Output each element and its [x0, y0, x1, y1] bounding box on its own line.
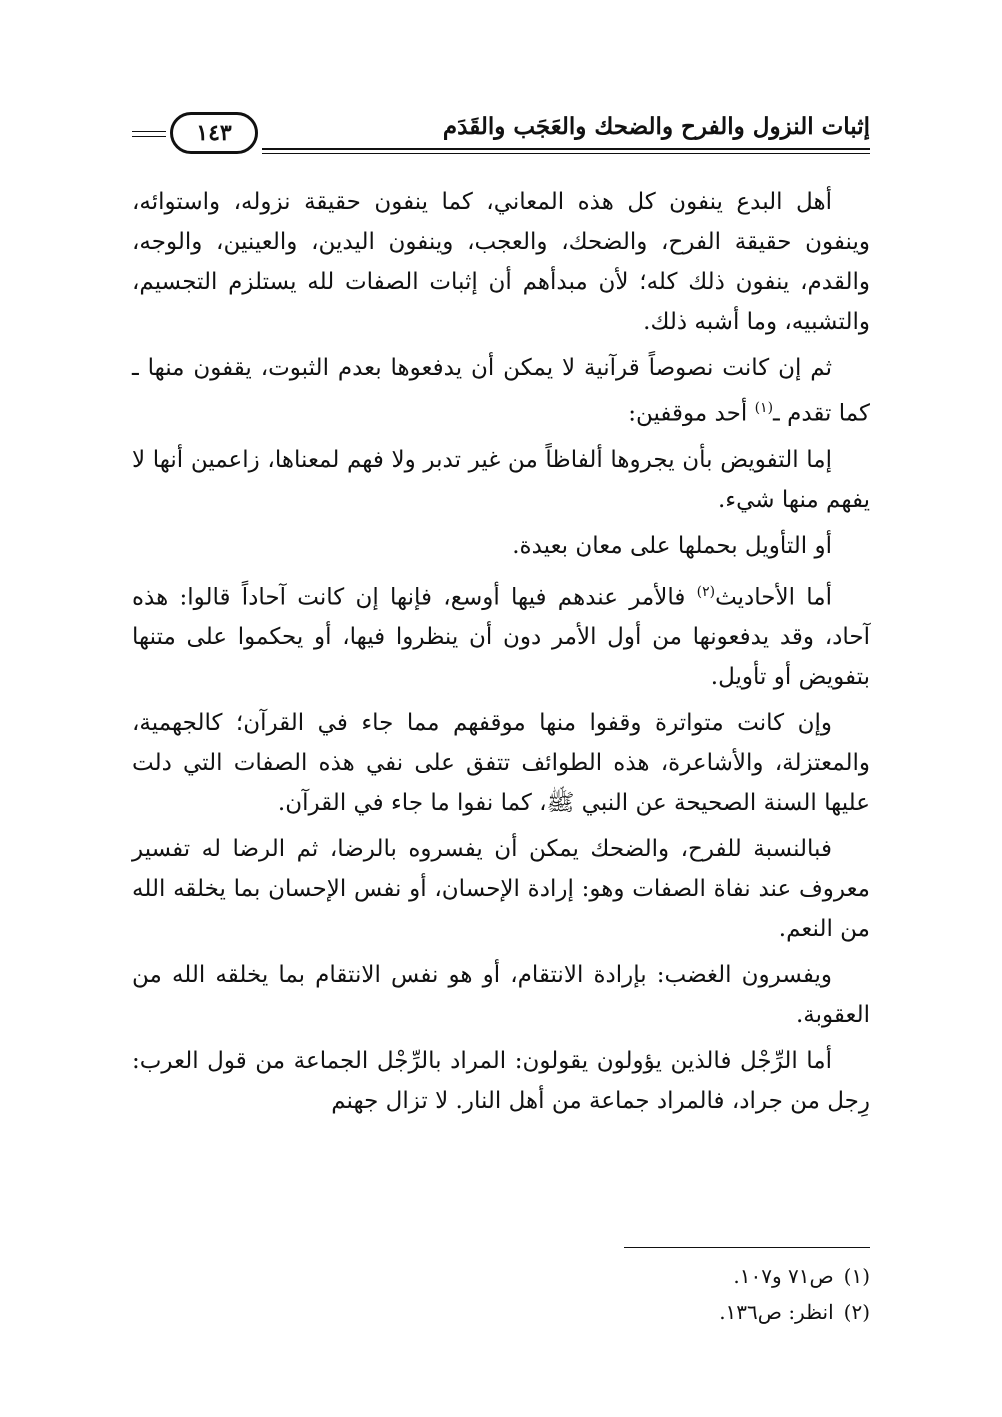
- page-number-dash: [132, 131, 166, 132]
- page-number-dash-2: [132, 136, 166, 137]
- paragraph-text: فالأمر عندهم فيها أوسع، فإنها إن كانت آحاداً قالوا: هذه آحاد، وقد يدفعونها من أول الأمر دون أن ينظروا فيها، أو يحكموا على متنها بتفويض أو تأويل.: [132, 584, 870, 691]
- footnote-marker: (٢): [843, 1300, 870, 1324]
- paragraph: إما التفويض بأن يجروها ألفاظاً من غير تدبر ولا فهم لمعناها، زاعمين أنها لا يفهم منها شيء.: [132, 446, 870, 513]
- footnote-marker: (١): [843, 1264, 870, 1288]
- paragraph: ويفسرون الغضب: بإرادة الانتقام، أو هو نفس الانتقام بما يخلقه الله من العقوبة.: [132, 962, 870, 1029]
- page-header: [132, 110, 870, 158]
- footnote-ref: (١): [754, 400, 774, 416]
- running-title: إثبات النزول والفرح والضحك والعَجَب والقَدَم: [442, 113, 870, 140]
- footnote-item: [132, 1294, 870, 1330]
- header-rule: [262, 148, 870, 150]
- footnotes: [132, 1258, 870, 1330]
- paragraph: أهل البدع ينفون كل هذه المعاني، كما ينفون حقيقة نزوله، واستوائه، وينفون حقيقة الفرح، والضحك، والعجب، وينفون اليدين، والعينين، والوجه، والقدم، ينفون ذلك كله؛ لأن مبدأهم أن إثبات الصفات لله يستلزم التجسيم، والتشبيه، وما أشبه ذلك.: [132, 189, 870, 335]
- paragraph-text: ثم إن كانت نصوصاً قرآنية لا يمكن أن يدفعوها بعدم الثبوت، يقفون منها ـ كما تقدم ـ: [132, 355, 870, 427]
- paragraph: [132, 348, 870, 434]
- paragraph: [132, 572, 870, 698]
- footnote-text: انظر: ص١٣٦.: [719, 1300, 834, 1324]
- footnote-item: [132, 1258, 870, 1294]
- paragraph: فبالنسبة للفرح، والضحك يمكن أن يفسروه بالرضا، ثم الرضا له تفسير معروف عند نفاة الصفات وهو: إرادة الإحسان، أو نفس الإحسان بما يخلقه الله من النعم.: [132, 836, 870, 943]
- footnote-separator: [624, 1247, 870, 1248]
- paragraph: أو التأويل بحملها على معان بعيدة.: [512, 532, 832, 559]
- body-text: [132, 182, 870, 1127]
- page-number: ١٤٣: [170, 112, 258, 154]
- header-rule-thin: [262, 153, 870, 154]
- paragraph-text: أما الأحاديث: [715, 584, 832, 611]
- paragraph: وإن كانت متواترة وقفوا منها موقفهم مما جاء في القرآن؛ كالجهمية، والمعتزلة، والأشاعرة، هذه الطوائف تتفق على نفي هذه الصفات التي دلت عليها السنة الصحيحة عن النبي ﷺ، كما نفوا ما جاء في القرآن.: [132, 710, 870, 817]
- footnote-ref: (٢): [696, 583, 716, 600]
- paragraph-text: أحد موقفين:: [628, 400, 748, 427]
- paragraph: أما الرِّجْل فالذين يؤولون يقولون: المراد بالرِّجْل الجماعة من قول العرب: رِجل من جراد، فالمراد جماعة من أهل النار. لا تزال جهنم: [132, 1048, 870, 1115]
- footnote-text: ص٧١ و١٠٧.: [733, 1264, 834, 1288]
